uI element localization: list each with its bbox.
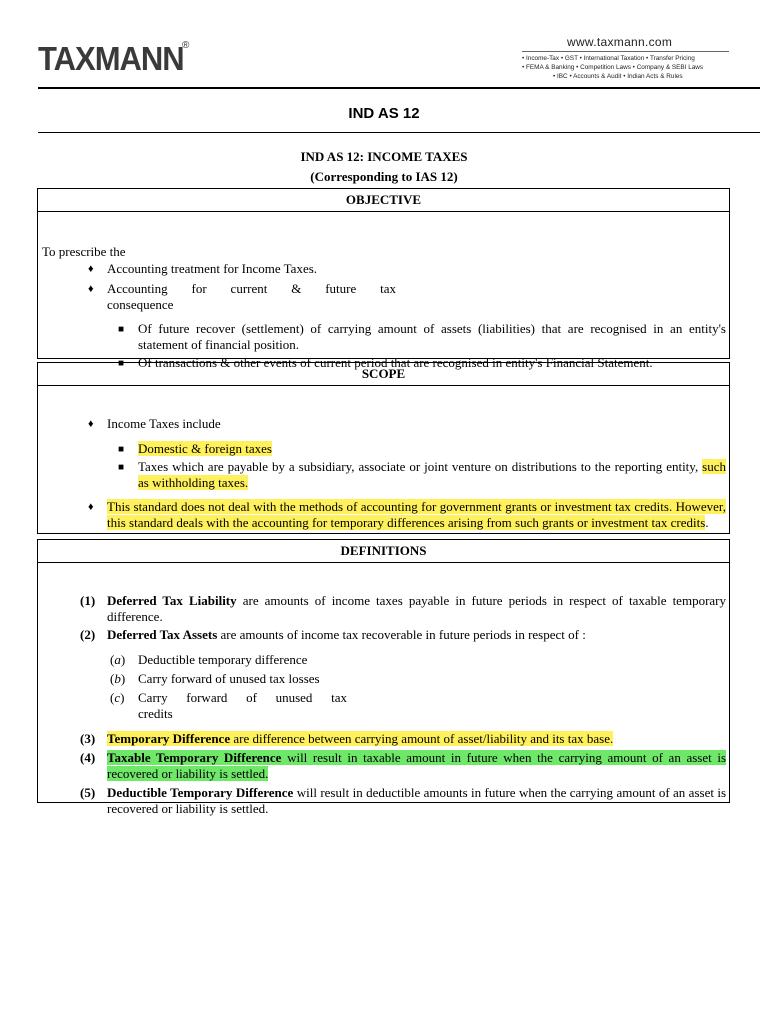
- definition-deferred-tax-liability: Deferred Tax Liability are amounts of income taxes payable in future periods in respect of taxable temporary difference.: [107, 593, 726, 624]
- objective-body: [38, 212, 729, 370]
- tagline-2: • FEMA & Banking • Competition Laws • Company & SEBI Laws: [522, 64, 704, 71]
- registered-mark: ®: [182, 40, 190, 51]
- sub-item-label-a: (a): [110, 652, 126, 667]
- sub-item-b: Carry forward of unused tax losses: [138, 671, 320, 686]
- definition-taxable-temporary-difference: Taxable Temporary Difference will result in taxable amount in future when the carrying amount of an asset is recovered or liability is settled.: [107, 750, 726, 781]
- definition-deferred-tax-assets: Deferred Tax Assets are amounts of income tax recoverable in future periods in respect of :: [107, 627, 586, 642]
- objective-sub-bullet-2: Of transactions & other events of current period that are recognised in entity's Financial Statement.: [138, 355, 653, 370]
- diamond-bullet-icon: ♦: [88, 418, 94, 430]
- definitions-box: [37, 539, 730, 816]
- definition-number: (5): [80, 785, 96, 800]
- definitions-heading: DEFINITIONS: [38, 540, 729, 563]
- sub-item-c-continued: credits: [138, 706, 173, 721]
- square-bullet-icon: ■: [118, 358, 125, 369]
- objective-heading: OBJECTIVE: [38, 189, 729, 212]
- square-bullet-icon: ■: [118, 444, 125, 455]
- square-bullet-icon: ■: [118, 324, 125, 335]
- definition-number: (1): [80, 593, 96, 608]
- sub-item-a: Deductible temporary difference: [138, 652, 308, 667]
- header-rule: [38, 87, 760, 89]
- scope-box: [37, 362, 730, 534]
- scope-heading: SCOPE: [38, 363, 729, 386]
- objective-sub-bullet-1: Of future recover (settlement) of carrying amount of assets (liabilities) that are recognised in an entity's statement of financial position.: [138, 321, 726, 352]
- sub-item-label-b: (b): [110, 671, 126, 686]
- square-bullet-icon: ■: [118, 462, 125, 473]
- website-underline: [522, 51, 729, 52]
- scope-bullet-1: Income Taxes include: [107, 416, 221, 431]
- definition-temporary-difference: Temporary Difference are difference between carrying amount of asset/liability and its tax base.: [107, 731, 614, 746]
- definition-number: (3): [80, 731, 96, 746]
- scope-body: [38, 386, 729, 535]
- objective-bullet-1: Accounting treatment for Income Taxes.: [107, 261, 318, 276]
- diamond-bullet-icon: ♦: [88, 263, 94, 275]
- website-url: www.taxmann.com: [567, 35, 673, 49]
- tagline-3: • IBC • Accounts & Audit • Indian Acts & Rules: [553, 73, 683, 80]
- definition-deductible-temporary-difference: Deductible Temporary Difference will result in deductible amounts in future when the carrying amount of an asset is recovered or liability is settled.: [107, 785, 727, 816]
- tagline-1: • Income-Tax • GST • International Taxation • Transfer Pricing: [522, 55, 695, 62]
- document-title: IND AS 12: INCOME TAXES: [300, 149, 468, 164]
- objective-bullet-2: Accounting for current & future tax: [107, 281, 396, 296]
- title-rule: [38, 132, 760, 133]
- objective-box: [37, 188, 730, 370]
- withholding-highlight: such as withholding taxes.: [138, 459, 726, 490]
- page-title: IND AS 12: [348, 105, 420, 122]
- scope-sub-bullet-1: Domestic & foreign taxes: [138, 441, 272, 456]
- objective-intro: To prescribe the: [42, 244, 126, 259]
- document-subtitle: (Corresponding to IAS 12): [310, 169, 458, 184]
- objective-bullet-2-continued: consequence: [107, 297, 174, 312]
- scope-bullet-2: This standard does not deal with the methods of accounting for government grants or investment tax credits. However, this standard deals with the accounting for temporary differences arising from such grants or investment tax credits.: [107, 499, 726, 530]
- definition-number: (2): [80, 627, 96, 642]
- diamond-bullet-icon: ♦: [88, 283, 94, 295]
- scope-sub-bullet-2: Taxes which are payable by a subsidiary, associate or joint venture on distributions to the reporting entity, such as withholding taxes.: [138, 459, 726, 490]
- sub-item-c: Carry forward of unused tax: [138, 690, 347, 705]
- sub-item-label-c: (c): [110, 690, 125, 705]
- scope-bullet-2-highlight: This standard does not deal with the methods of accounting for government grants or investment tax credits. However, this standard deals with the accounting for temporary differences arising from such grants or investment tax credits: [107, 499, 726, 530]
- taxmann-logo: TAXMANN: [38, 40, 184, 78]
- diamond-bullet-icon: ♦: [88, 501, 94, 513]
- definition-number: (4): [80, 750, 96, 765]
- definitions-body: [38, 563, 729, 816]
